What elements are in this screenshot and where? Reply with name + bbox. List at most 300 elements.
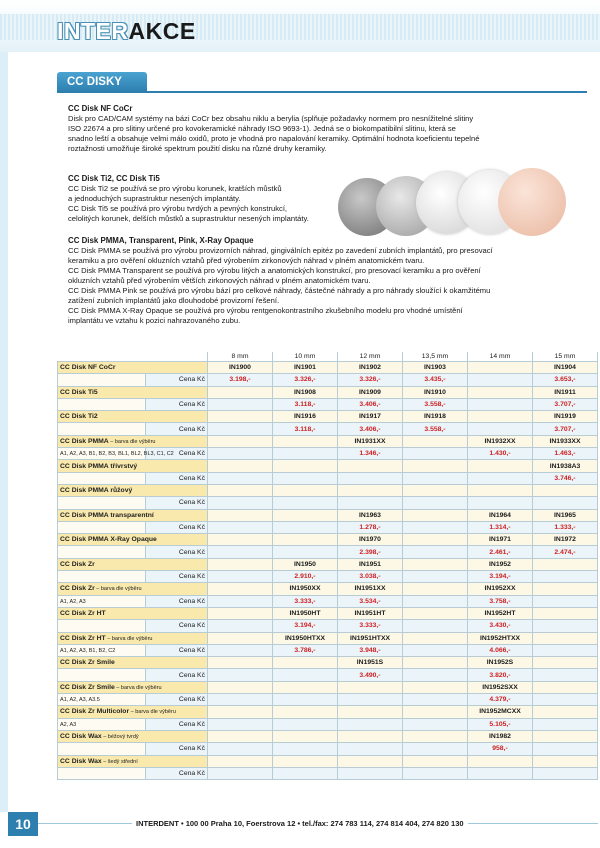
product-code: [403, 632, 468, 644]
product-code: [468, 362, 533, 374]
table-header-row: [58, 352, 598, 362]
price-label: Cena Kč: [146, 767, 208, 779]
product-price: [338, 472, 403, 484]
product-code: [533, 706, 598, 718]
product-price: [338, 718, 403, 730]
left-decor-bar: [0, 52, 8, 812]
product-price: [208, 521, 273, 533]
product-price: [208, 767, 273, 779]
product-code: [208, 755, 273, 767]
price-label: Cena Kč: [146, 571, 208, 583]
product-code: [533, 484, 598, 496]
color-options: [58, 546, 146, 558]
product-code: [403, 681, 468, 693]
product-name: [58, 706, 208, 718]
product-code: IN1908: [273, 386, 338, 398]
product-price: 3.118,-: [273, 398, 338, 410]
product-name: [58, 632, 208, 644]
price-label: Cena Kč: [146, 718, 208, 730]
block-title: CC Disk NF CoCr: [68, 104, 133, 113]
product-name-extra: – barva dle výběru: [114, 684, 162, 691]
product-price: 1.463,-: [533, 448, 598, 460]
product-code: [208, 632, 273, 644]
product-price: 1.346,-: [338, 448, 403, 460]
table-row: [58, 362, 598, 374]
product-price: 3.430,-: [468, 620, 533, 632]
price-label: Cena Kč: [146, 521, 208, 533]
product-price: 4.066,-: [468, 644, 533, 656]
product-price: [533, 669, 598, 681]
product-code: [208, 583, 273, 595]
color-options: [58, 595, 146, 607]
column-header: 8 mm: [208, 352, 273, 362]
product-code: IN1963: [338, 509, 403, 521]
product-code: [403, 534, 468, 546]
product-price: [208, 472, 273, 484]
product-price: [533, 767, 598, 779]
table-row: [58, 767, 598, 779]
product-price: [403, 448, 468, 460]
product-price: 3.406,-: [338, 398, 403, 410]
product-code: IN1938A3: [533, 460, 598, 472]
product-name: [58, 386, 208, 398]
price-label: Cena Kč: [146, 669, 208, 681]
block-line: okluzních vztahů před výrobením větších zirkonových náhrad v plném anatomickém tvaru.: [68, 276, 371, 285]
table-row: [58, 620, 598, 632]
price-label: Cena Kč: [146, 546, 208, 558]
product-code: [208, 558, 273, 570]
table-row: [58, 448, 598, 460]
product-price: 3.558,-: [403, 423, 468, 435]
product-price: [403, 472, 468, 484]
product-price: [273, 546, 338, 558]
color-options: [58, 472, 146, 484]
product-code: [403, 755, 468, 767]
product-code: IN1933XX: [533, 435, 598, 447]
product-name: [58, 730, 208, 742]
product-code: [208, 509, 273, 521]
product-price: [208, 398, 273, 410]
table-row: [58, 460, 598, 472]
product-price: [208, 423, 273, 435]
product-name-text: CC Disk PMMA třívrstvý: [60, 462, 138, 470]
table-row: [58, 558, 598, 570]
color-options: [58, 448, 174, 460]
price-label: Cena Kč: [146, 743, 208, 755]
product-code: [533, 657, 598, 669]
product-price: [403, 497, 468, 509]
product-price: [533, 571, 598, 583]
product-name-text: CC Disk Zr Smile: [60, 683, 115, 691]
table-row: [58, 435, 598, 447]
product-code: IN1971: [468, 534, 533, 546]
product-price: [533, 595, 598, 607]
product-code: IN1951: [338, 558, 403, 570]
product-price: [208, 546, 273, 558]
product-price: 3.534,-: [338, 595, 403, 607]
color-options: [58, 694, 146, 706]
block-line: snadno leští a obsahuje velmi málo oxidů, proto je vhodná pro napalování keramiky. Optimální hodnota koeficientu tepelné: [68, 134, 480, 143]
product-name: [58, 755, 208, 767]
table-row: [58, 657, 598, 669]
product-code: IN1970: [338, 534, 403, 546]
product-code: IN1952MCXX: [468, 706, 533, 718]
product-code: [403, 706, 468, 718]
product-code: IN1951HT: [338, 607, 403, 619]
product-price: [533, 497, 598, 509]
table-row: [58, 632, 598, 644]
table-row: [58, 571, 598, 583]
product-code: [338, 755, 403, 767]
product-price: [533, 620, 598, 632]
product-price: [468, 472, 533, 484]
product-name: [58, 681, 208, 693]
product-name-text: CC Disk Ti2: [60, 413, 98, 421]
product-price: [338, 694, 403, 706]
product-code: [468, 755, 533, 767]
product-code: [273, 730, 338, 742]
color-options: [58, 423, 146, 435]
product-name: [58, 362, 208, 374]
product-price: 3.326,-: [273, 374, 338, 386]
product-code: [208, 460, 273, 472]
product-price: 3.406,-: [338, 423, 403, 435]
product-price: 3.194,-: [273, 620, 338, 632]
product-price: [208, 644, 273, 656]
block-line: CC Disk PMMA se používá pro výrobu provizorních náhrad, gingiválních epitéz po zavedení zubních implantátů, pro presovací: [68, 246, 493, 255]
product-price: [403, 521, 468, 533]
column-header: 15 mm: [533, 352, 598, 362]
block-title: CC Disk Ti2, CC Disk Ti5: [68, 174, 160, 183]
block-line: CC Disk PMMA Pink se používá pro výrobu bází pro celkové náhrady, částečné náhrady a pro náhrady sloužící k okamžitému: [68, 286, 491, 295]
price-label: Cena Kč: [146, 497, 208, 509]
product-code: IN1917: [338, 411, 403, 423]
product-code: [533, 607, 598, 619]
product-price: [208, 448, 273, 460]
color-options: [58, 669, 146, 681]
table-row: [58, 472, 598, 484]
product-price: 3.820,-: [468, 669, 533, 681]
table-row: [58, 706, 598, 718]
product-code: [533, 755, 598, 767]
price-label: Cena Kč: [146, 448, 208, 460]
product-price: 3.653,-: [533, 374, 598, 386]
product-code: IN1952SXX: [468, 681, 533, 693]
product-name-extra: – béžový tvrdý: [101, 734, 139, 741]
color-options-text: A1, A2, A3, B1, B2, B3, BL1, BL2, BL3, C1, C2: [60, 451, 174, 458]
product-price: [208, 669, 273, 681]
product-price: 3.786,-: [273, 644, 338, 656]
block-line: zatížení zubních implantátů jako dlouhodobé provizorní řešení.: [68, 296, 280, 305]
product-code: IN1952: [468, 558, 533, 570]
product-price: [468, 767, 533, 779]
footer-contact: INTERDENT • 100 00 Praha 10, Foerstrova 12 • tel./fax: 274 783 114, 274 814 404, 274 820 130: [132, 819, 468, 828]
product-code: [468, 411, 533, 423]
table-row: [58, 669, 598, 681]
product-code: [533, 632, 598, 644]
product-price: [208, 497, 273, 509]
block-line: roztažnosti umožňuje široké spektrum použití disku na různé druhy keramiky.: [68, 144, 327, 153]
product-code: [533, 583, 598, 595]
block-line: CC Disk Ti5 se používá pro výrobu tvrdých a pevných konstrukcí,: [68, 204, 288, 213]
product-name: [58, 607, 208, 619]
product-code: [403, 435, 468, 447]
product-price: [273, 718, 338, 730]
block-line: celolitých korunek, delších můstků a suprastruktur nesených implantáty.: [68, 214, 309, 223]
product-code: [338, 730, 403, 742]
section-divider: [57, 91, 587, 93]
price-table: [57, 352, 598, 780]
product-code: [273, 435, 338, 447]
product-code: IN1952S: [468, 657, 533, 669]
color-options: [58, 743, 146, 755]
product-price: [403, 694, 468, 706]
product-code: [403, 583, 468, 595]
product-name: [58, 460, 208, 472]
product-price: 3.194,-: [468, 571, 533, 583]
table-row: [58, 607, 598, 619]
product-price: [273, 669, 338, 681]
product-price: [403, 546, 468, 558]
product-code: IN1919: [533, 411, 598, 423]
table-row: [58, 423, 598, 435]
product-price: [468, 497, 533, 509]
table-row: [58, 484, 598, 496]
product-name-text: CC Disk Zr HT: [60, 610, 106, 618]
block-line: a jednoduchých suprastruktur nesených implantáty.: [68, 194, 241, 203]
product-code: IN1902: [338, 362, 403, 374]
table-row: [58, 730, 598, 742]
product-name-text: CC Disk Ti5: [60, 388, 98, 396]
color-options: [58, 374, 146, 386]
block-line: CC Disk PMMA X-Ray Opaque se používá pro výrobu rentgenokontrastního zkušebního modelu pro vhodné umístění: [68, 306, 463, 315]
product-code: [403, 509, 468, 521]
product-name-text: CC Disk Zr: [60, 560, 95, 568]
table-row: [58, 497, 598, 509]
product-price: [403, 644, 468, 656]
price-label: Cena Kč: [146, 398, 208, 410]
product-price: 3.198,-: [208, 374, 273, 386]
product-code: [338, 460, 403, 472]
product-code: [208, 607, 273, 619]
color-options: [58, 398, 146, 410]
product-name-text: CC Disk PMMA růžový: [60, 487, 133, 495]
block-line: CC Disk PMMA Transparent se používá pro výrobu litých a anatomických konstrukcí, pro presovací keramiku a pro ověření: [68, 266, 481, 275]
color-options: [58, 718, 146, 730]
block-ti: [68, 174, 348, 224]
table-row: [58, 595, 598, 607]
section-tab: CC DISKY: [57, 72, 147, 92]
product-price: [403, 669, 468, 681]
product-code: IN1982: [468, 730, 533, 742]
product-code: IN1931XX: [338, 435, 403, 447]
product-code: [273, 460, 338, 472]
column-header: 14 mm: [468, 352, 533, 362]
product-name-text: CC Disk PMMA: [60, 437, 109, 445]
product-code: IN1903: [403, 362, 468, 374]
product-price: 1.314,-: [468, 521, 533, 533]
product-name-text: CC Disk Wax: [60, 757, 102, 765]
table-row: [58, 681, 598, 693]
product-price: [403, 718, 468, 730]
table-row: [58, 694, 598, 706]
page-header: [0, 0, 600, 52]
product-price: [403, 743, 468, 755]
page-title: [57, 18, 196, 45]
product-code: [403, 558, 468, 570]
product-price: [403, 767, 468, 779]
product-code: [403, 730, 468, 742]
product-price: 4.379,-: [468, 694, 533, 706]
block-line: ISO 22674 a pro slitiny určené pro kovokeramické náhrady ISO 9693-1). Jedná se o biokompatibilní slitinu, která se: [68, 124, 456, 133]
product-name: [58, 583, 208, 595]
product-price: 958,-: [468, 743, 533, 755]
product-name-extra: – barva dle výběru: [105, 635, 153, 642]
table-row: [58, 644, 598, 656]
color-options: [58, 620, 146, 632]
product-code: IN1951XX: [338, 583, 403, 595]
product-code: IN1951S: [338, 657, 403, 669]
product-price: [338, 743, 403, 755]
column-header: 13,5 mm: [403, 352, 468, 362]
product-code: [468, 484, 533, 496]
product-code: IN1900: [208, 362, 273, 374]
product-code: IN1910: [403, 386, 468, 398]
product-name-text: CC Disk NF CoCr: [60, 364, 116, 372]
product-name-extra: – šedý střední: [101, 758, 138, 765]
product-name-extra: – barva dle výběru: [129, 709, 176, 716]
product-price: 1.278,-: [338, 521, 403, 533]
product-price: [273, 743, 338, 755]
product-name-text: CC Disk Zr Smile: [60, 659, 115, 667]
product-price: 5.105,-: [468, 718, 533, 730]
product-code: [338, 681, 403, 693]
product-name: [58, 484, 208, 496]
product-price: [533, 718, 598, 730]
block-pmma: [68, 236, 548, 326]
product-code: [273, 706, 338, 718]
product-price: [468, 423, 533, 435]
product-code: IN1916: [273, 411, 338, 423]
product-price: [403, 620, 468, 632]
product-code: [208, 730, 273, 742]
product-price: [468, 374, 533, 386]
page-number: 10: [8, 812, 38, 836]
table-row: [58, 718, 598, 730]
color-options: [58, 497, 146, 509]
product-name: [58, 534, 208, 546]
product-price: [208, 571, 273, 583]
product-code: [533, 558, 598, 570]
product-price: [208, 595, 273, 607]
product-price: 1.333,-: [533, 521, 598, 533]
product-code: [208, 386, 273, 398]
product-code: [468, 460, 533, 472]
color-options: [58, 571, 146, 583]
table-row: [58, 411, 598, 423]
color-options: [58, 767, 146, 779]
table-row: [58, 398, 598, 410]
product-price: [533, 743, 598, 755]
product-code: [273, 534, 338, 546]
product-price: 3.333,-: [273, 595, 338, 607]
table-row: [58, 583, 598, 595]
title-part-inter: INTER: [57, 18, 129, 44]
price-label: Cena Kč: [146, 423, 208, 435]
product-code: [403, 607, 468, 619]
block-nf-cocr: [68, 104, 548, 154]
color-options-text: A1, A2, A3: [60, 598, 86, 605]
product-code: IN1911: [533, 386, 598, 398]
product-name: [58, 411, 208, 423]
product-price: 2.398,-: [338, 546, 403, 558]
product-price: 2.474,-: [533, 546, 598, 558]
column-header: 10 mm: [273, 352, 338, 362]
product-name-text: CC Disk Zr HT: [60, 634, 106, 642]
block-line: CC Disk Ti2 se používá se pro výrobu korunek, kratších můstků: [68, 184, 282, 193]
product-price: 2.461,-: [468, 546, 533, 558]
product-name-text: CC Disk Zr Multicolor: [60, 708, 130, 716]
product-price: 3.948,-: [338, 644, 403, 656]
product-name-extra: – barva dle výběru: [108, 438, 156, 445]
product-name-text: CC Disk Wax: [60, 733, 102, 741]
table-row: [58, 374, 598, 386]
block-line: Disk pro CAD/CAM systémy na bázi CoCr bez obsahu niklu a berylia (splňuje požadavky normem pro nesnížitelné slitiny: [68, 114, 474, 123]
product-price: 3.707,-: [533, 423, 598, 435]
product-code: [273, 657, 338, 669]
product-price: [273, 521, 338, 533]
product-code: [208, 681, 273, 693]
color-options: [58, 521, 146, 533]
color-options-text: A1, A2, A3, A3.5: [60, 697, 100, 704]
product-code: [533, 681, 598, 693]
product-price: [273, 694, 338, 706]
disk-pink: [498, 168, 566, 236]
color-options-text: A1, A2, A3, B1, B2, C2: [60, 647, 116, 654]
product-code: IN1972: [533, 534, 598, 546]
product-name-extra: – barva dle výběru: [94, 586, 142, 593]
product-code: [273, 755, 338, 767]
product-code: IN1901: [273, 362, 338, 374]
product-code: IN1950: [273, 558, 338, 570]
product-name: [58, 435, 208, 447]
product-code: IN1950XX: [273, 583, 338, 595]
product-price: 3.333,-: [338, 620, 403, 632]
block-line: implantátu ve vztahu k pozici nahrazovaného zubu.: [68, 316, 241, 325]
product-price: [338, 767, 403, 779]
product-code: IN1952HTXX: [468, 632, 533, 644]
price-label: Cena Kč: [146, 620, 208, 632]
product-code: [468, 386, 533, 398]
product-name-text: CC Disk Zr: [60, 585, 95, 593]
product-name-text: CC Disk PMMA X-Ray Opaque: [60, 536, 157, 544]
product-price: [403, 595, 468, 607]
product-code: IN1952XX: [468, 583, 533, 595]
product-code: IN1950HT: [273, 607, 338, 619]
product-price: [208, 743, 273, 755]
product-price: [338, 497, 403, 509]
product-code: [208, 484, 273, 496]
product-code: IN1965: [533, 509, 598, 521]
product-name: [58, 657, 208, 669]
product-price: 3.038,-: [338, 571, 403, 583]
product-code: IN1952HT: [468, 607, 533, 619]
product-price: 3.326,-: [338, 374, 403, 386]
price-label: Cena Kč: [146, 472, 208, 484]
product-code: [403, 460, 468, 472]
product-price: [533, 644, 598, 656]
product-code: IN1951HTXX: [338, 632, 403, 644]
